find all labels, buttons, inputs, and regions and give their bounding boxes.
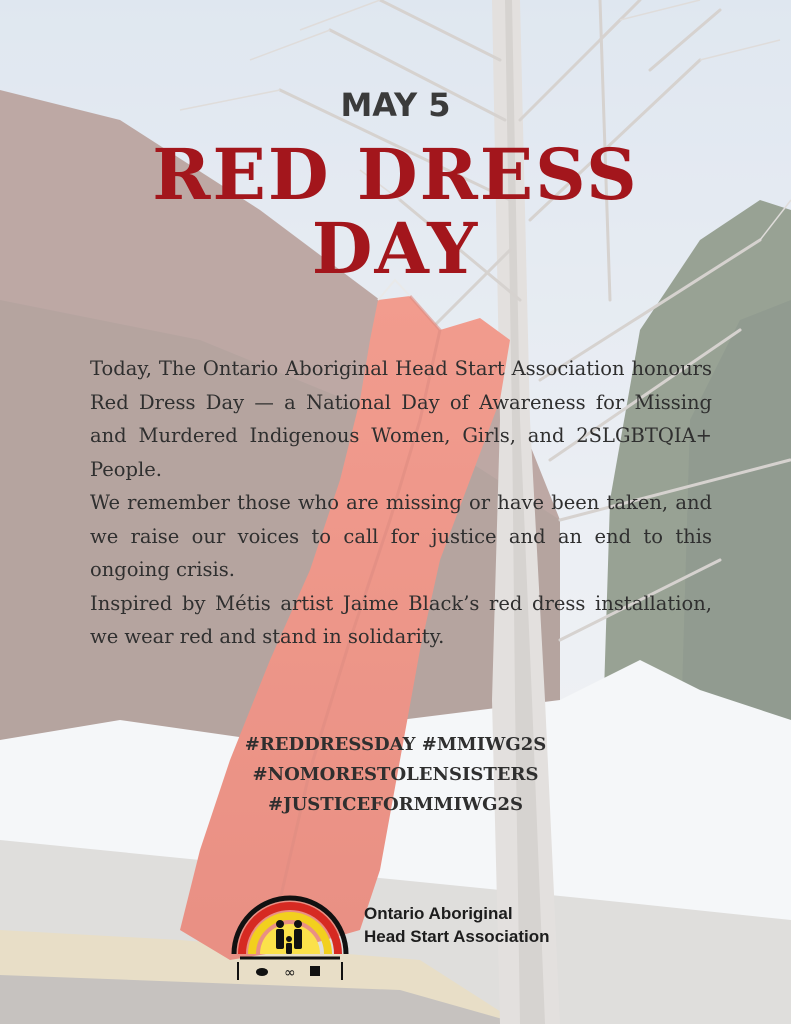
hashtags xyxy=(0,730,791,820)
paragraph: We remember those who are missing or have been taken, and we raise our voices to call for justice and an end to this ongoing crisis. xyxy=(90,491,712,581)
title-line-1: RED DRESS xyxy=(152,133,639,216)
infinity-icon: ∞ xyxy=(284,965,296,981)
turtle-icon xyxy=(256,968,268,976)
body-text xyxy=(90,352,712,654)
hashtag-line: #NOMORESTOLENSISTERS xyxy=(252,764,539,785)
title-line-2: DAY xyxy=(311,207,480,290)
organization-name xyxy=(364,902,549,948)
org-name-line-2: Head Start Association xyxy=(364,927,550,946)
org-name-line-1: Ontario Aboriginal xyxy=(364,904,513,923)
hashtag-line: #JUSTICEFORMMIWG2S xyxy=(268,794,523,815)
page-title xyxy=(0,133,791,290)
event-date: MAY 5 xyxy=(340,86,451,124)
hashtag-line: #REDDRESSDAY #MMIWG2S xyxy=(244,734,547,755)
paragraph: Inspired by Métis artist Jaime Black’s red dress installation, we wear red and stand in solidarity. xyxy=(90,591,712,648)
paragraph: Today, The Ontario Aboriginal Head Start Association honours Red Dress Day — a National Day of Awareness for Missing and Murdered Indigenous Women, Girls, and 2SLGBTQIA+ People. xyxy=(90,357,712,481)
oahsa-logo-icon xyxy=(226,884,354,984)
